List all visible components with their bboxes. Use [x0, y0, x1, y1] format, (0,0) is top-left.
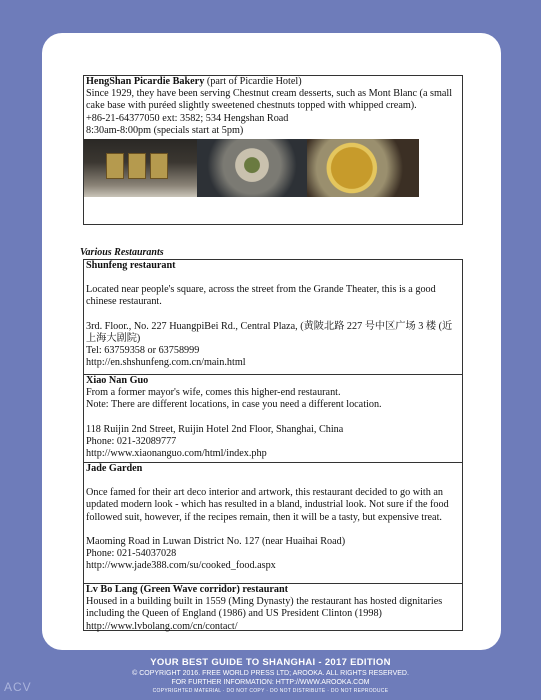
restaurant-entry [84, 462, 462, 583]
restaurant-name: Jade Garden [86, 463, 143, 474]
restaurant-url[interactable]: http://en.shshunfeng.com.cn/main.html [86, 357, 246, 369]
hengshan-bakery-box [83, 75, 463, 225]
restaurant-url[interactable]: http://www.lvbolang.com/cn/contact/ [86, 620, 238, 632]
mooncake-package-photo [307, 139, 419, 197]
restaurant-note: Note: There are different locations, in case you need a different location. [86, 399, 382, 411]
restaurant-description: From a former mayor's wife, comes this higher-end restaurant. [86, 387, 341, 399]
restaurant-phone: Phone: 021-54037028 [86, 548, 177, 560]
restaurant-description: Once famed for their art deco interior and artwork, this restaurant decided to go with an updated modern look - which has resulted in a bland, industrial look. Not sure if the food followed suit, however, if the recipes remain, then it will be a tasty, but expensive treat. [86, 487, 449, 523]
restaurant-entry [84, 374, 462, 462]
restaurant-description: Located near people's square, across the street from the Grande Theater, this is a good chinese restaurant. [86, 284, 436, 308]
bakery-photo-strip [84, 139, 419, 197]
footer-notice: COPYRIGHTED MATERIAL · DO NOT COPY · DO NOT DISTRIBUTE · DO NOT REPRODUCE [152, 688, 389, 694]
bakery-interior-photo [84, 139, 197, 197]
restaurant-address: 118 Ruijin 2nd Street, Ruijin Hotel 2nd Floor, Shanghai, China [86, 423, 344, 435]
restaurant-address: 3rd. Floor., No. 227 HuangpiBei Rd., Central Plaza, (黄陂北路 227 号中区广场 3 楼 (近上海大剧院) [86, 320, 453, 344]
restaurant-name: Xiao Nan Guo [86, 375, 149, 386]
restaurant-phone: Tel: 63759358 or 63758999 [86, 345, 200, 357]
hengshan-hours: 8:30am-8:00pm (specials start at 5pm) [86, 124, 244, 136]
hengshan-description: Since 1929, they have been serving Chestnut cream desserts, such as Mont Blanc (a small cake base with puréed slightly sweetened chestnuts topped with whipped cream). [86, 88, 453, 112]
footer-copyright: © COPYRIGHT 2016. FREE WORLD PRESS LTD; AROOKA. ALL RIGHTS RESERVED. [132, 670, 409, 677]
restaurant-entry [84, 260, 462, 374]
restaurant-url[interactable]: http://www.jade388.com/su/cooked_food.aspx [86, 560, 276, 572]
chestnut-cake-photo [197, 139, 307, 197]
hengshan-title: HengShan Picardie Bakery [86, 76, 205, 87]
restaurant-name: Shunfeng restaurant [86, 260, 176, 271]
hengshan-title-suffix: (part of Picardie Hotel) [204, 76, 302, 87]
section-caption: Various Restaurants [80, 247, 164, 258]
watermark-text: ACV [4, 680, 32, 694]
hengshan-text [84, 76, 462, 137]
restaurant-phone: Phone: 021-32089777 [86, 435, 177, 447]
restaurant-entry [84, 583, 462, 632]
restaurant-address: Maoming Road in Luwan District No. 127 (near Huaihai Road) [86, 535, 346, 547]
hengshan-phone-address: +86-21-64377050 ext: 3582; 534 Hengshan Road [86, 112, 289, 124]
restaurants-table [83, 259, 463, 631]
restaurant-name: Lv Bo Lang (Green Wave corridor) restaurant [86, 584, 289, 595]
restaurant-description: Housed in a building built in 1559 (Ming Dynasty) the restaurant has hosted dignitaries including the Queen of England (1986) and US President Clinton (1998) [86, 596, 443, 620]
footer-info: FOR FURTHER INFORMATION: HTTP://WWW.AROOKA.COM [171, 679, 370, 686]
footer-title: YOUR BEST GUIDE TO SHANGHAI - 2017 EDITION [150, 657, 391, 668]
restaurant-url[interactable]: http://www.xiaonanguo.com/html/index.php [86, 448, 267, 460]
